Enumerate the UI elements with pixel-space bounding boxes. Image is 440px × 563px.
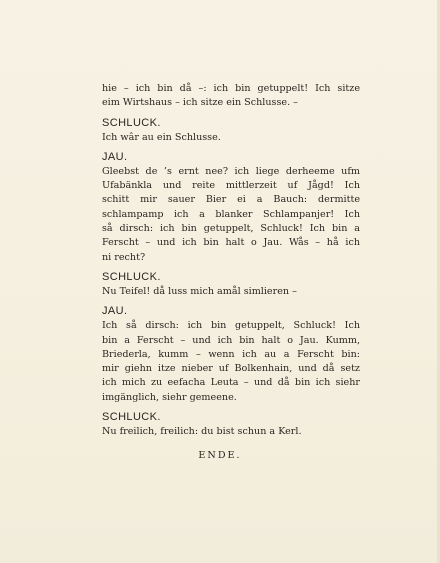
text-line: Ich wâr au ein Schlusse. [102,131,221,143]
text-line: ni recht? [102,251,146,263]
speaker-name: SCHLUCK. [102,116,161,129]
text-line: imgänglich, siehr gemeene. [102,391,237,403]
text-line: Briederla, kumm – wenn ich au a Ferscht bin: [102,348,360,360]
text-line: schlampamp ich a blanker Schlampanjer! Ich [102,208,360,220]
text-line: bin a Ferscht – und ich bin halt o Jau. Kumm, [102,334,360,346]
play-text [102,82,360,439]
text-line: så dirsch: ich bin getuppelt, Schluck! Ich bin a [102,223,360,235]
text-line: Nu Teifel! då luss mich amål simlieren – [102,285,297,297]
speaker-name: SCHLUCK. [102,270,161,283]
text-line: Nu freilich, freilich: du bist schun a Kerl. [102,426,302,438]
speaker-name: JAU. [102,150,128,163]
speech-block [102,165,360,265]
speech-block [102,131,360,145]
text-line: Ich så dirsch: ich bin getuppelt, Schluck! Ich [102,320,360,332]
text-line: Gleebst de ’s ernt nee? ich liege derheeme ufm [102,165,360,177]
speaker-name: JAU. [102,305,128,318]
text-line: Ferscht – und ich bin halt o Jau. Wås – hå ich [102,237,360,249]
speech-block [102,285,360,299]
speech-block [102,319,360,405]
text-line: eim Wirtshaus – ich sitze ein Schlusse. – [102,97,298,109]
speech-block [102,82,360,111]
text-line: Ufabänkla und reite mittlerzeit uf Jågd! Ich [102,180,360,192]
text-line: ich mich zu eefacha Leuta – und då bin ich siehr [102,377,360,389]
text-line: schitt mir sauer Bier ei a Bauch: dermitte [102,194,360,206]
ende-marker: ENDE. [198,450,242,461]
speaker-name: SCHLUCK. [102,411,161,424]
speech-block [102,425,360,439]
text-line: hie – ich bin då –: ich bin getuppelt! Ich sitze [102,83,360,94]
text-line: mir giehn itze nieber uf Bolkenhain, und då setz [102,363,360,375]
